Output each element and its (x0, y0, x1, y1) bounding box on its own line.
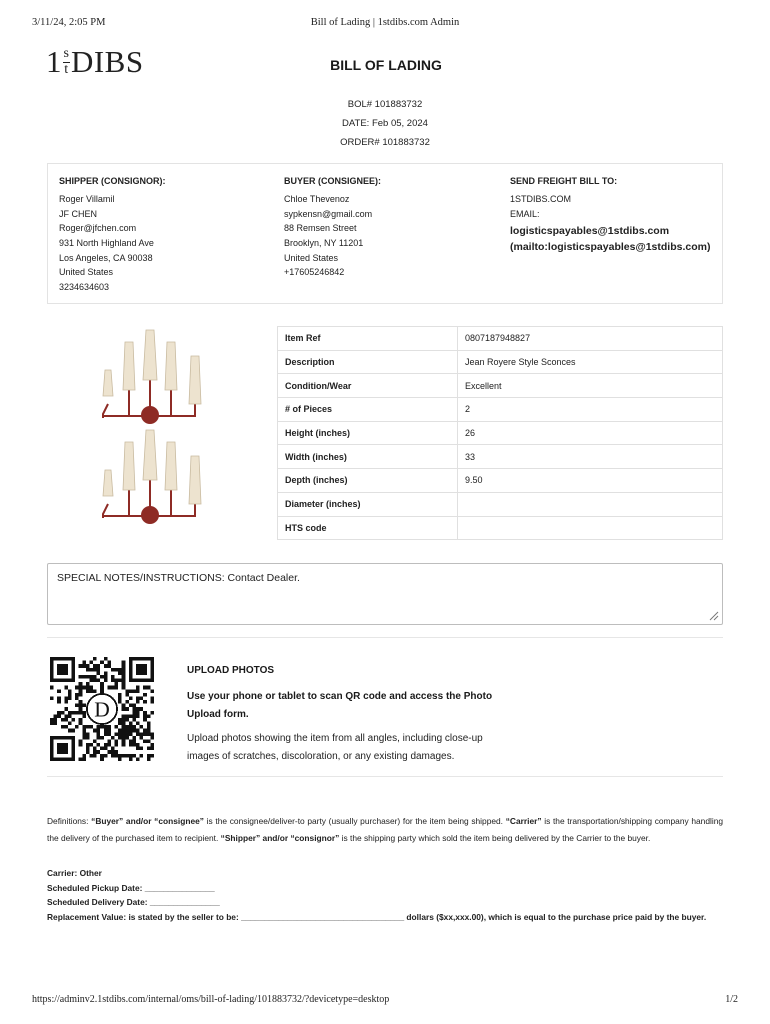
upload-body: Upload photos showing the item from all angles, including close-up images of scratches, discoloration, or any existing damages. (187, 733, 483, 762)
item-value (458, 492, 723, 516)
item-value (458, 516, 723, 540)
bol-number: BOL# 101883732 (347, 99, 423, 110)
table-row (278, 374, 723, 398)
item-section (47, 326, 723, 542)
table-row (278, 327, 723, 351)
freight-block (510, 176, 710, 255)
item-value: Jean Royere Style Sconces (458, 350, 723, 374)
table-row (278, 445, 723, 469)
definitions-label: Definitions: (47, 816, 89, 826)
resize-grip-icon[interactable] (709, 611, 719, 621)
shipper-line: United States (59, 267, 114, 278)
shipper-line: Roger@jfchen.com (59, 223, 137, 234)
freight-mailto[interactable]: (mailto:logisticspayables@1stdibs.com) (510, 241, 711, 254)
print-datetime: 3/11/24, 2:05 PM (32, 17, 106, 28)
buyer-line: Chloe Thevenoz (284, 194, 350, 204)
replacement-value-line: Replacement Value: is stated by the seller to be: ___________________________________ dollars ($xx,xxx.00), which is equal to the purchase price paid by the buyer. (47, 911, 707, 922)
shipper-definition: is the shipping party which sold the item being delivered by the Carrier to the buyer. (341, 832, 651, 843)
item-value: 33 (458, 445, 723, 469)
item-value: 9.50 (458, 469, 723, 493)
carrier-definition: is the transportation/shipping company handling the delivery of the purchased item to recipient. (47, 816, 724, 843)
carrier-line: Carrier: Other (47, 868, 102, 878)
table-row (278, 492, 723, 516)
shipper-line: JF CHEN (59, 208, 97, 219)
table-row (278, 398, 723, 422)
print-header (32, 17, 738, 31)
document-date: DATE: Feb 05, 2024 (342, 118, 428, 129)
logo-s: s (63, 46, 69, 61)
item-value: 26 (458, 421, 723, 445)
table-row (278, 469, 723, 493)
special-notes-textarea[interactable] (47, 563, 723, 625)
table-row (278, 350, 723, 374)
sconce-photo (47, 326, 277, 542)
parties-box (47, 163, 723, 304)
shipper-block (59, 176, 166, 295)
sconce-bottom (103, 430, 201, 524)
qr-logo-letter: D (94, 697, 110, 722)
upload-subtitle: Use your phone or tablet to scan QR code and access the Photo Upload form. (187, 691, 493, 720)
item-label: Diameter (inches) (278, 492, 458, 516)
shipper-line: Los Angeles, CA 90038 (59, 252, 153, 263)
item-label: Condition/Wear (278, 374, 458, 398)
item-label: # of Pieces (278, 398, 458, 422)
freight-company: 1STDIBS.COM (510, 194, 572, 204)
print-page-title: Bill of Lading | 1stdibs.com Admin (310, 17, 460, 28)
upload-photos-section (47, 637, 723, 777)
order-number: ORDER# 101883732 (340, 137, 430, 148)
print-page-number: 1/2 (725, 994, 738, 1005)
print-footer (32, 994, 738, 1005)
table-row (278, 516, 723, 540)
shipper-heading: SHIPPER (CONSIGNOR): (59, 176, 166, 186)
qr-code-icon[interactable] (50, 657, 154, 761)
buyer-line: United States (284, 252, 339, 263)
shipping-terms (47, 866, 723, 924)
logo-one: 1 (46, 44, 62, 79)
buyer-block (284, 176, 381, 280)
pickup-date-line: Scheduled Pickup Date: _______________ (47, 882, 215, 893)
item-label: Item Ref (278, 327, 458, 351)
buyer-heading: BUYER (CONSIGNEE): (284, 176, 382, 186)
item-label: Description (278, 350, 458, 374)
upload-title: UPLOAD PHOTOS (187, 665, 275, 676)
definitions-paragraph (47, 813, 723, 846)
logo-t: t (64, 62, 69, 77)
shipper-term: “Shipper” and/or “consignor” (220, 832, 340, 843)
buyer-line: +17605246842 (284, 267, 345, 278)
print-url: https://adminv2.1stdibs.com/internal/oms/bill-of-lading/101883732/?devicetype=desktop (32, 994, 390, 1005)
item-value: 2 (458, 398, 723, 422)
freight-email-label: EMAIL: (510, 208, 540, 219)
logo-dibs: DIBS (70, 44, 144, 79)
buyer-line: Brooklyn, NY 11201 (284, 238, 364, 249)
item-value: Excellent (458, 374, 723, 398)
item-label: HTS code (278, 516, 458, 540)
shipper-line: 931 North Highland Ave (59, 238, 154, 249)
freight-email[interactable]: logisticspayables@1stdibs.com (510, 225, 670, 238)
table-row (278, 421, 723, 445)
item-label: Height (inches) (278, 421, 458, 445)
special-notes-text: SPECIAL NOTES/INSTRUCTIONS: Contact Dealer. (57, 572, 300, 584)
buyer-line: sypkensn@gmail.com (284, 208, 373, 219)
buyer-term: “Buyer” and/or “consignee” (91, 816, 204, 826)
buyer-definition: is the consignee/deliver-to party (usually purchaser) for the item being shipped. (206, 816, 504, 826)
item-label: Depth (inches) (278, 469, 458, 493)
document-title: BILL OF LADING (330, 57, 442, 73)
shipper-line: Roger Villamil (59, 194, 115, 204)
freight-heading: SEND FREIGHT BILL TO: (510, 176, 618, 186)
carrier-term: “Carrier” (505, 816, 542, 826)
delivery-date-line: Scheduled Delivery Date: _______________ (47, 897, 220, 908)
item-value: 0807187948827 (458, 327, 723, 351)
sconce-top (103, 330, 201, 424)
shipper-line: 3234634603 (59, 282, 110, 293)
item-label: Width (inches) (278, 445, 458, 469)
item-details-table (277, 326, 723, 540)
buyer-line: 88 Remsen Street (284, 223, 357, 234)
